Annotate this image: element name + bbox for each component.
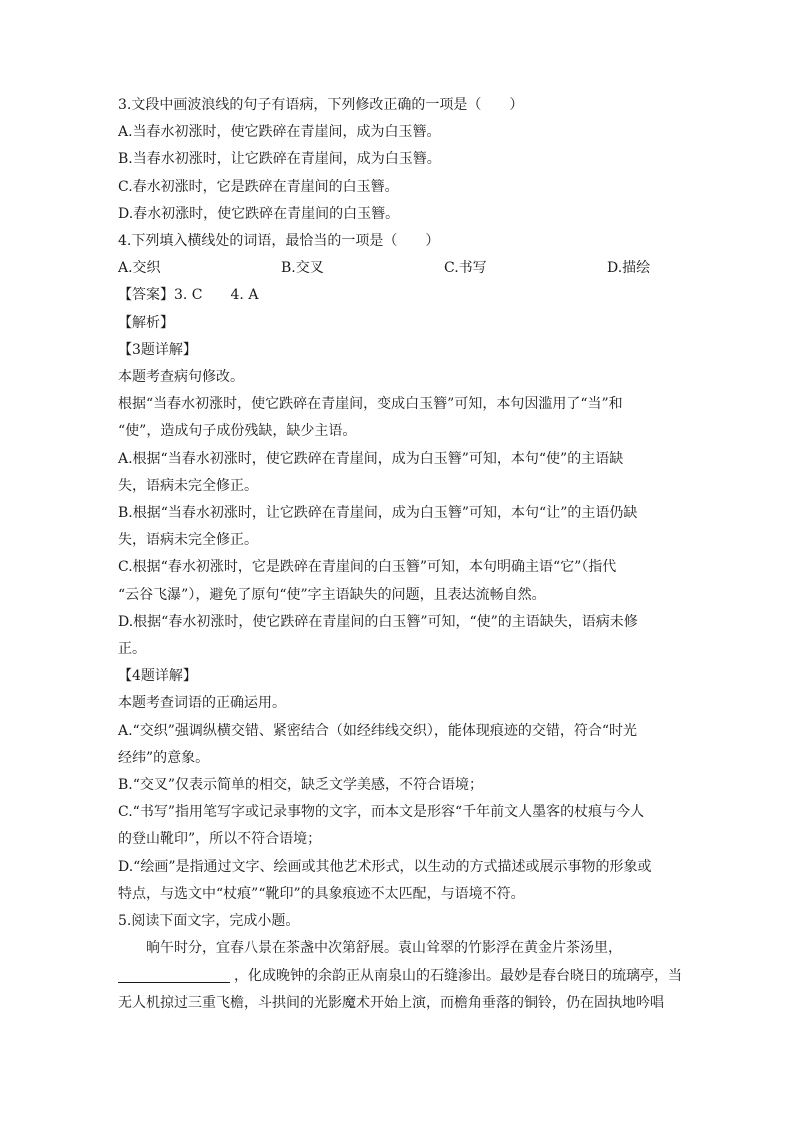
q3-detail-line: 失，语病未完全修正。 [118, 477, 258, 494]
q3-detail-line: C.根据“春水初涨时，它是跌碎在青崖间的白玉簪”可知，本句明确主语“它”（指代 [118, 559, 617, 576]
q3-detail-line: B.根据“当春水初涨时，让它跌碎在青崖间，成为白玉簪”可知，本句“让”的主语仍缺 [118, 505, 638, 522]
q4-detail-heading: 【4题详解】 [118, 668, 197, 685]
q3-detail-intro: 本题考查病句修改。 [118, 369, 244, 386]
q4-detail-line: 经纬”的意象。 [118, 749, 210, 766]
q3-detail-line: “云谷飞瀑”），避免了原句“使”字主语缺失的问题，且表达流畅自然。 [118, 586, 546, 603]
q5-passage-line: 无人机掠过三重飞檐，斗拱间的光影魔术开始上演，而檐角垂落的铜铃，仍在固执地吟唱 [118, 994, 664, 1011]
q4-options [118, 255, 680, 282]
q3-detail-line: D.根据“春水初涨时，使它跌碎在青崖间的白玉簪”可知，“使”的主语缺失，语病未修 [118, 613, 638, 630]
q3-option-b: B.当春水初涨时，让它跌碎在青崖间，成为白玉簪。 [118, 151, 441, 168]
q4-detail-line: B.“交叉”仅表示简单的相交，缺乏文学美感，不符合语境； [118, 777, 484, 794]
fill-in-blank [118, 964, 230, 983]
q4-detail-line: 的登山靴印”，所以不符合语境； [118, 831, 322, 848]
q3-detail-line: 根据“当春水初涨时，使它跌碎在青崖间，变成白玉簪”可知，本句因滥用了“当”和 [118, 396, 623, 413]
q4-detail-line: 特点，与选文中“杖痕”“靴印”的具象痕迹不太匹配，与语境不符。 [118, 885, 525, 902]
q3-detail-line: 正。 [118, 641, 146, 658]
q5-passage-text: ，化成晚钟的余韵正从南泉山的石缝渗出。最妙是春台晓日的琉璃亭，当 [234, 967, 682, 984]
q3-detail-heading: 【3题详解】 [118, 341, 197, 358]
q3-detail-line: 失，语病未完全修正。 [118, 532, 258, 549]
document-body [118, 92, 680, 1017]
q3-option-c: C.春水初涨时，它是跌碎在青崖间的白玉簪。 [118, 178, 399, 195]
q4-option-c: C.书写 [444, 260, 487, 277]
q4-detail-intro: 本题考查词语的正确运用。 [118, 695, 286, 712]
q3-option-d: D.春水初涨时，使它跌碎在青崖间的白玉簪。 [118, 205, 400, 222]
q3-stem: 3.文段中画波浪线的句子有语病，下列修改正确的一项是（ ） [118, 97, 524, 113]
q3-detail-line: A.根据“当春水初涨时，使它跌碎在青崖间，成为白玉簪”可知，本句“使”的主语缺 [118, 450, 624, 467]
q5-passage-line: 晌午时分，宜春八景在茶盏中次第舒展。袁山耸翠的竹影浮在黄金片茶汤里， [146, 940, 622, 957]
q4-option-d: D.描绘 [607, 260, 651, 277]
answer-line: 【答案】3. C 4. A [118, 287, 259, 304]
q4-option-b: B.交叉 [281, 260, 324, 277]
q4-option-a: A.交织 [118, 260, 161, 277]
q3-option-a: A.当春水初涨时，使它跌碎在青崖间，成为白玉簪。 [118, 124, 441, 141]
analysis-label: 【解析】 [118, 314, 174, 331]
q4-stem: 4.下列填入横线处的词语，最恰当的一项是（ ） [118, 233, 440, 250]
q4-detail-line: C.“书写”指用笔写字或记录事物的文字，而本文是形容“千年前文人墨客的杖痕与今人 [118, 804, 645, 821]
q4-detail-line: D.“绘画”是指通过文字、绘画或其他艺术形式，以生动的方式描述或展示事物的形象或 [118, 858, 652, 875]
q4-detail-line: A.“交织”强调纵横交错、紧密结合（如经纬线交织），能体现痕迹的交错，符合“时光 [118, 722, 638, 739]
q3-detail-line: “使”，造成句子成份残缺，缺少主语。 [118, 423, 357, 440]
q5-stem: 5.阅读下面文字，完成小题。 [118, 913, 300, 930]
q5-passage-line [118, 963, 680, 990]
